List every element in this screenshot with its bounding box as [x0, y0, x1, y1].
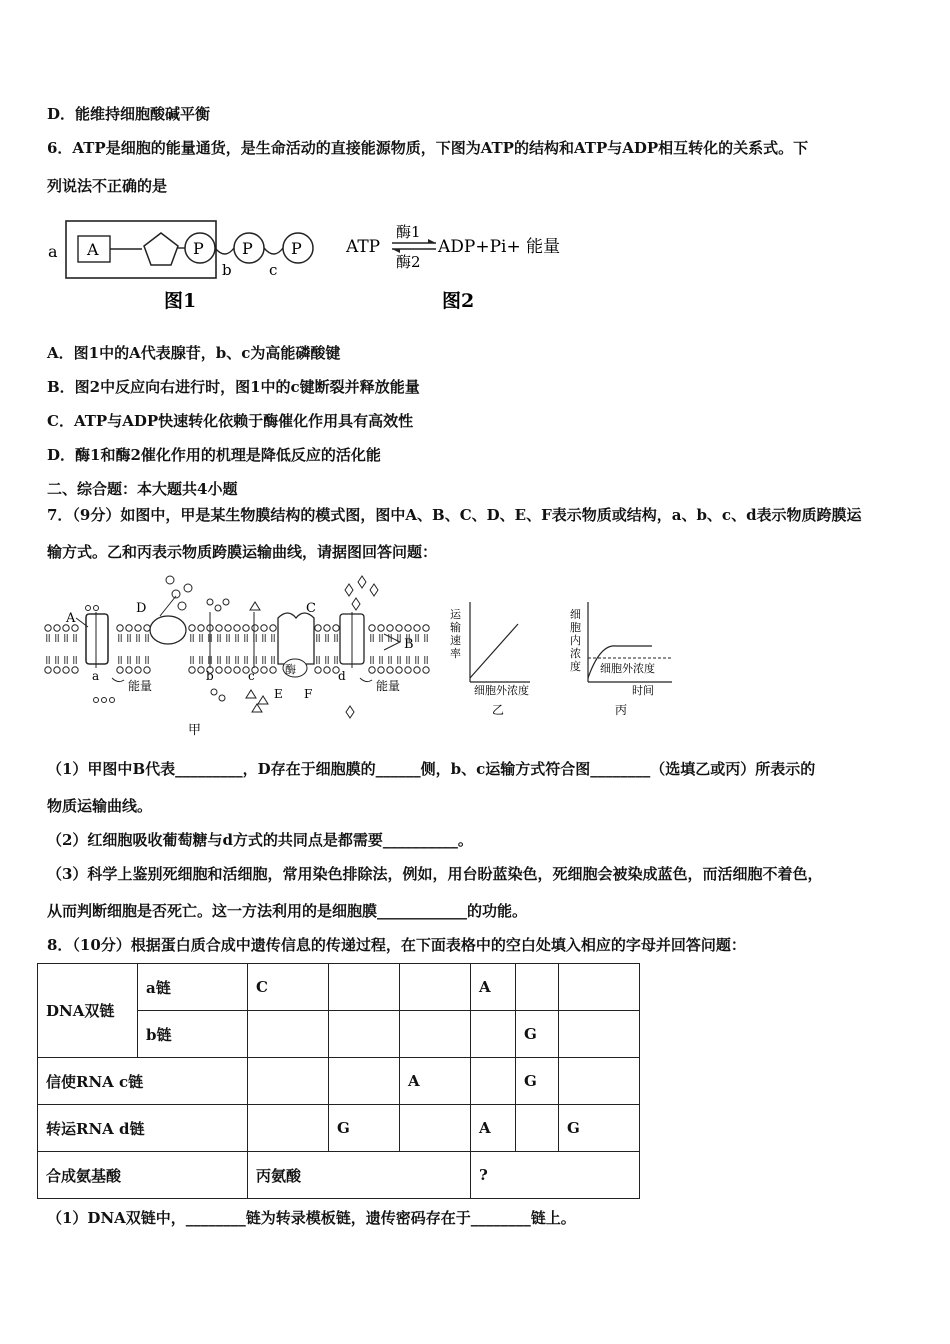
lipid-head [423, 625, 429, 631]
lipid-head [396, 667, 402, 673]
lipid-head [369, 667, 375, 673]
glycoprotein-d [150, 616, 186, 644]
row-header-a: a链 [138, 964, 248, 1011]
svg-text:E: E [274, 687, 283, 701]
row-header-dna: DNA双链 [38, 964, 138, 1058]
lipid-head [252, 625, 258, 631]
lipid-head [423, 667, 429, 673]
fig1-label-a: a [48, 242, 58, 261]
svg-text:C: C [306, 601, 316, 616]
atp-figure [40, 215, 580, 325]
svg-text:B: B [404, 637, 414, 652]
genetic-info-table [37, 963, 640, 1199]
lipid-head [261, 625, 267, 631]
lipid-head [324, 625, 330, 631]
svg-text:细胞外浓度: 细胞外浓度 [600, 662, 655, 675]
lipid-head [225, 625, 231, 631]
svg-text:丙: 丙 [615, 703, 628, 717]
svg-text:浓: 浓 [570, 647, 581, 660]
svg-text:P: P [193, 239, 204, 258]
lipid-head [45, 625, 51, 631]
lipid-head [225, 667, 231, 673]
q6-option-a: A．图1中的A代表腺苷，b、c为高能磷酸键 [47, 344, 341, 362]
lipid-head [387, 625, 393, 631]
fig1-adenine-label: A [87, 240, 99, 259]
fig2-enzyme1: 酶1 [396, 223, 421, 241]
fig2-enzyme2: 酶2 [396, 253, 421, 271]
q7-stem-line1: 7．（9分）如图中，甲是某生物膜结构的模式图，图中A、B、C、D、E、F表示物质或结构，a、b、c、d表示物质跨膜运 [47, 506, 862, 524]
q5-option-d: D．能维持细胞酸碱平衡 [47, 105, 211, 123]
lipid-head [198, 667, 204, 673]
lipid-head [126, 667, 132, 673]
fig1-bond-b [215, 248, 234, 254]
lipid-head [144, 667, 150, 673]
svg-text:速: 速 [450, 634, 461, 647]
svg-text:内: 内 [570, 634, 581, 647]
membrane-figure [40, 572, 680, 742]
row-header-amino: 合成氨基酸 [38, 1152, 248, 1199]
row-header-b: b链 [138, 1011, 248, 1058]
table-row: b链 G [38, 1011, 640, 1058]
svg-text:运: 运 [450, 608, 461, 621]
svg-text:d: d [338, 669, 346, 683]
q6-stem-line2: 列说法不正确的是 [47, 177, 168, 195]
fig1-label-b: b [222, 261, 232, 279]
row-header-trna: 转运RNA d链 [38, 1105, 248, 1152]
lipid-head [396, 625, 402, 631]
amino-acid-2: ? [471, 1152, 640, 1199]
q6-option-b: B．图2中反应向右进行时，图1中的c键断裂并释放能量 [47, 378, 420, 396]
lipid-head [63, 667, 69, 673]
lipid-head [234, 625, 240, 631]
svg-text:细: 细 [570, 608, 581, 621]
lipid-head [405, 625, 411, 631]
fig-jia-caption: 甲 [188, 723, 202, 738]
fig2-caption: 图2 [442, 290, 475, 312]
fig1-ribose-pentagon [144, 233, 178, 265]
lipid-head [387, 667, 393, 673]
svg-text:细胞外浓度: 细胞外浓度 [474, 684, 529, 697]
lipid-head [414, 667, 420, 673]
lipid-head [135, 625, 141, 631]
lipid-head [216, 667, 222, 673]
lipid-head [117, 625, 123, 631]
svg-text:时间: 时间 [632, 684, 654, 697]
q7-part3-line1: （3）科学上鉴别死细胞和活细胞，常用染色排除法，例如，用台盼蓝染色，死细胞会被染成蓝色，而活细胞不着色， [47, 865, 823, 883]
lipid-head [378, 625, 384, 631]
lipid-head [270, 667, 276, 673]
lipid-head [198, 625, 204, 631]
lipid-head [378, 667, 384, 673]
q7-stem-line2: 输方式。乙和丙表示物质跨膜运输曲线，请据图回答问题： [47, 543, 438, 561]
table-row: 信使RNA c链 A G [38, 1058, 640, 1105]
lipid-head [243, 625, 249, 631]
svg-text:胞: 胞 [570, 621, 581, 634]
fig1-caption: 图1 [164, 290, 197, 312]
lipid-head [369, 625, 375, 631]
lipid-head [45, 667, 51, 673]
svg-text:酶: 酶 [285, 663, 296, 676]
svg-text:P: P [242, 239, 253, 258]
svg-text:b: b [206, 669, 214, 683]
lipid-head [261, 667, 267, 673]
q6-option-d: D．酶1和酶2催化作用的机理是降低反应的活化能 [47, 446, 381, 464]
svg-text:P: P [291, 239, 302, 258]
fig1-label-c: c [269, 261, 278, 279]
q8-part1: （1）DNA双链中，________链为转录模板链，遗传密码存在于________链上。 [47, 1209, 576, 1227]
q7-part2: （2）红细胞吸收葡萄糖与d方式的共同点是都需要__________。 [47, 831, 473, 849]
q7-part3-line2: 从而判断细胞是否死亡。这一方法利用的是细胞膜____________的功能。 [47, 902, 528, 920]
fig1-bond-c [264, 248, 283, 254]
graph-yi [450, 602, 530, 717]
lipid-head [189, 625, 195, 631]
lipid-head [135, 667, 141, 673]
fig2-atp: ATP [346, 237, 381, 257]
table-row [38, 1152, 640, 1199]
lipid-head [315, 625, 321, 631]
svg-text:率: 率 [450, 647, 461, 660]
q6-stem-line1: 6．ATP是细胞的能量通货，是生命活动的直接能源物质，下图为ATP的结构和ATP与ADP相互转化的关系式。下 [47, 139, 809, 157]
svg-text:能量: 能量 [376, 679, 401, 693]
table-row: DNA双链 a链 C A [38, 964, 640, 1011]
svg-text:乙: 乙 [492, 703, 505, 717]
lipid-head [144, 625, 150, 631]
lipid-head [324, 667, 330, 673]
lipid-head [117, 667, 123, 673]
svg-text:输: 输 [450, 621, 461, 634]
q8-stem: 8．（10分）根据蛋白质合成中遗传信息的传递过程，在下面表格中的空白处填入相应的字母并回答问题： [47, 936, 746, 954]
amino-acid-1: 丙氨酸 [248, 1152, 471, 1199]
enzyme-carrier [278, 613, 314, 664]
lipid-head [126, 625, 132, 631]
lipid-head [405, 667, 411, 673]
fig2-products: ADP+Pi+ 能量 [438, 237, 561, 257]
lipid-head [234, 667, 240, 673]
svg-text:A: A [66, 611, 76, 626]
lipid-head [54, 667, 60, 673]
lipid-head [72, 667, 78, 673]
lipid-head [414, 625, 420, 631]
svg-text:能量: 能量 [128, 679, 153, 693]
q7-part1-line1: （1）甲图中B代表_________，D存在于细胞膜的______侧，b、c运输方式符合图________（选填乙或丙）所表示的 [47, 760, 816, 778]
graph-bing [570, 602, 672, 717]
row-header-mrna: 信使RNA c链 [38, 1058, 248, 1105]
lipid-head [315, 667, 321, 673]
protein-a [86, 614, 108, 664]
lipid-head [189, 667, 195, 673]
q6-option-c: C．ATP与ADP快速转化依赖于酶催化作用具有高效性 [47, 412, 414, 430]
table-row: 转运RNA d链 G A G [38, 1105, 640, 1152]
lipid-head [54, 625, 60, 631]
q7-part1-line2: 物质运输曲线。 [47, 797, 153, 815]
svg-text:F: F [304, 687, 313, 701]
lipid-head [216, 625, 222, 631]
lipid-head [270, 625, 276, 631]
svg-text:a: a [92, 669, 100, 683]
lipid-head [333, 625, 339, 631]
svg-text:c: c [248, 669, 255, 683]
section-heading: 二、综合题：本大题共4小题 [47, 480, 238, 498]
svg-text:D: D [136, 601, 147, 616]
svg-text:度: 度 [570, 660, 581, 673]
